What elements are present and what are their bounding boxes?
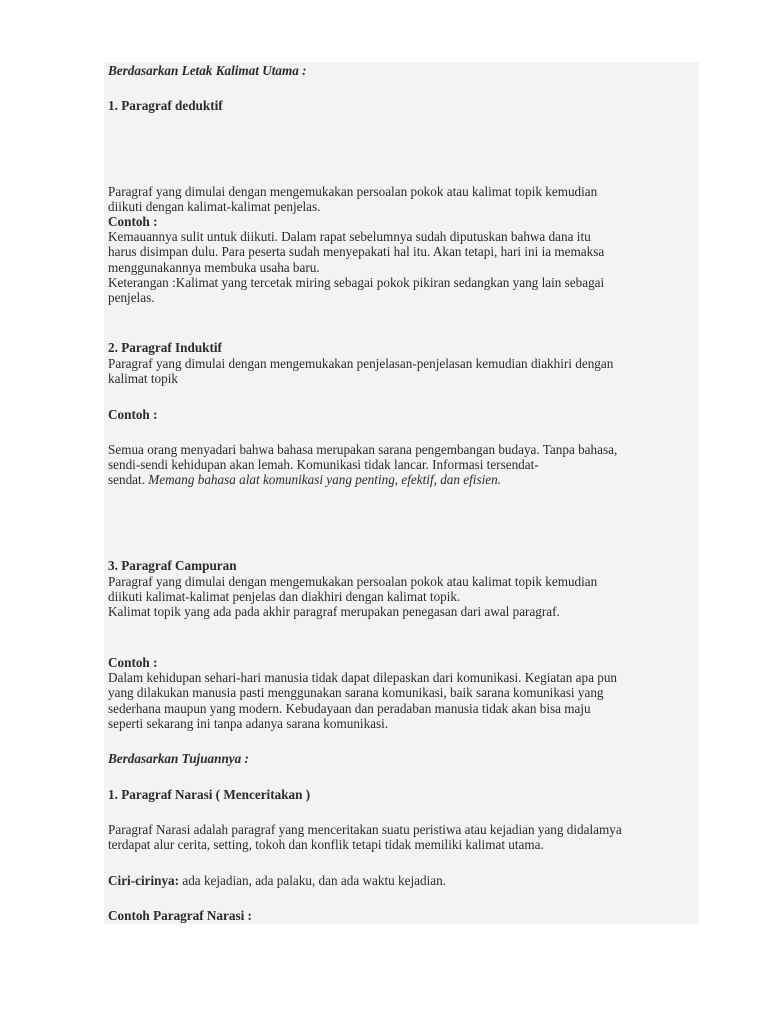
narasi-title: 1. Paragraf Narasi ( Menceritakan ) (108, 787, 311, 802)
deduktif-example-line: harus disimpan dulu. Para peserta sudah menyepakati hal itu. Akan tetapi, hari ini ia memaksa (108, 244, 605, 259)
deduktif-contoh-label: Contoh : (108, 214, 158, 229)
deduktif-title: 1. Paragraf deduktif (108, 98, 223, 113)
induktif-example-italic: Memang bahasa alat komunikasi yang penting, efektif, dan efisien. (148, 472, 501, 487)
induktif-def-line: Paragraf yang dimulai dengan mengemukakan penjelasan-penjelasan kemudian diakhiri dengan (108, 356, 614, 371)
deduktif-keterangan-line: Keterangan :Kalimat yang tercetak miring sebagai pokok pikiran sedangkan yang lain sebagai (108, 275, 605, 290)
deduktif-def-line: Paragraf yang dimulai dengan mengemukakan persoalan pokok atau kalimat topik kemudian (108, 184, 598, 199)
campuran-example-line: yang dilakukan manusia pasti menggunakan sarana komunikasi, baik sarana komunikasi yang (108, 685, 604, 700)
induktif-def-line: kalimat topik (108, 371, 178, 386)
deduktif-def-line: diikuti dengan kalimat-kalimat penjelas. (108, 199, 321, 214)
induktif-title: 2. Paragraf Induktif (108, 340, 222, 355)
induktif-example-last-line (108, 472, 501, 487)
induktif-example-line: sendi-sendi kehidupan akan lemah. Komunikasi tidak lancar. Informasi tersendat- (108, 457, 539, 472)
campuran-def-line: Kalimat topik yang ada pada akhir paragraf merupakan penegasan dari awal paragraf. (108, 604, 560, 619)
deduktif-example-line: menggunakannya membuka usaha baru. (108, 260, 320, 275)
section-heading-tujuan: Berdasarkan Tujuannya : (108, 751, 249, 766)
campuran-example-line: sederhana maupun yang modern. Kebudayaan dan peradaban manusia tidak akan bisa maju (108, 701, 591, 716)
section-heading-letak: Berdasarkan Letak Kalimat Utama : (108, 63, 307, 78)
narasi-def-line: terdapat alur cerita, setting, tokoh dan konflik tetapi tidak memiliki kalimat utama. (108, 837, 544, 852)
deduktif-example-line: Kemauannya sulit untuk diikuti. Dalam rapat sebelumnya sudah diputuskan bahwa dana itu (108, 229, 591, 244)
induktif-example-plain: sendat. (108, 472, 145, 487)
induktif-contoh-label: Contoh : (108, 407, 158, 422)
narasi-contoh-label: Contoh Paragraf Narasi : (108, 908, 252, 923)
induktif-example-line: Semua orang menyadari bahwa bahasa merupakan sarana pengembangan budaya. Tanpa bahasa, (108, 442, 618, 457)
campuran-title: 3. Paragraf Campuran (108, 558, 237, 573)
campuran-contoh-label: Contoh : (108, 655, 158, 670)
narasi-ciri-label: Ciri-cirinya: (108, 873, 180, 888)
narasi-def-line: Paragraf Narasi adalah paragraf yang menceritakan suatu peristiwa atau kejadian yang didalamya (108, 822, 622, 837)
campuran-def-line: diikuti kalimat-kalimat penjelas dan diakhiri dengan kalimat topik. (108, 589, 461, 604)
narasi-ciri-text: ada kejadian, ada palaku, dan ada waktu kejadian. (179, 873, 446, 888)
campuran-example-line: Dalam kehidupan sehari-hari manusia tidak dapat dilepaskan dari komunikasi. Kegiatan apa pun (108, 670, 618, 685)
deduktif-keterangan-line: penjelas. (108, 290, 155, 305)
campuran-example-line: seperti sekarang ini tanpa adanya sarana komunikasi. (108, 716, 389, 731)
narasi-ciri-line (108, 873, 446, 888)
campuran-def-line: Paragraf yang dimulai dengan mengemukakan persoalan pokok atau kalimat topik kemudian (108, 574, 598, 589)
